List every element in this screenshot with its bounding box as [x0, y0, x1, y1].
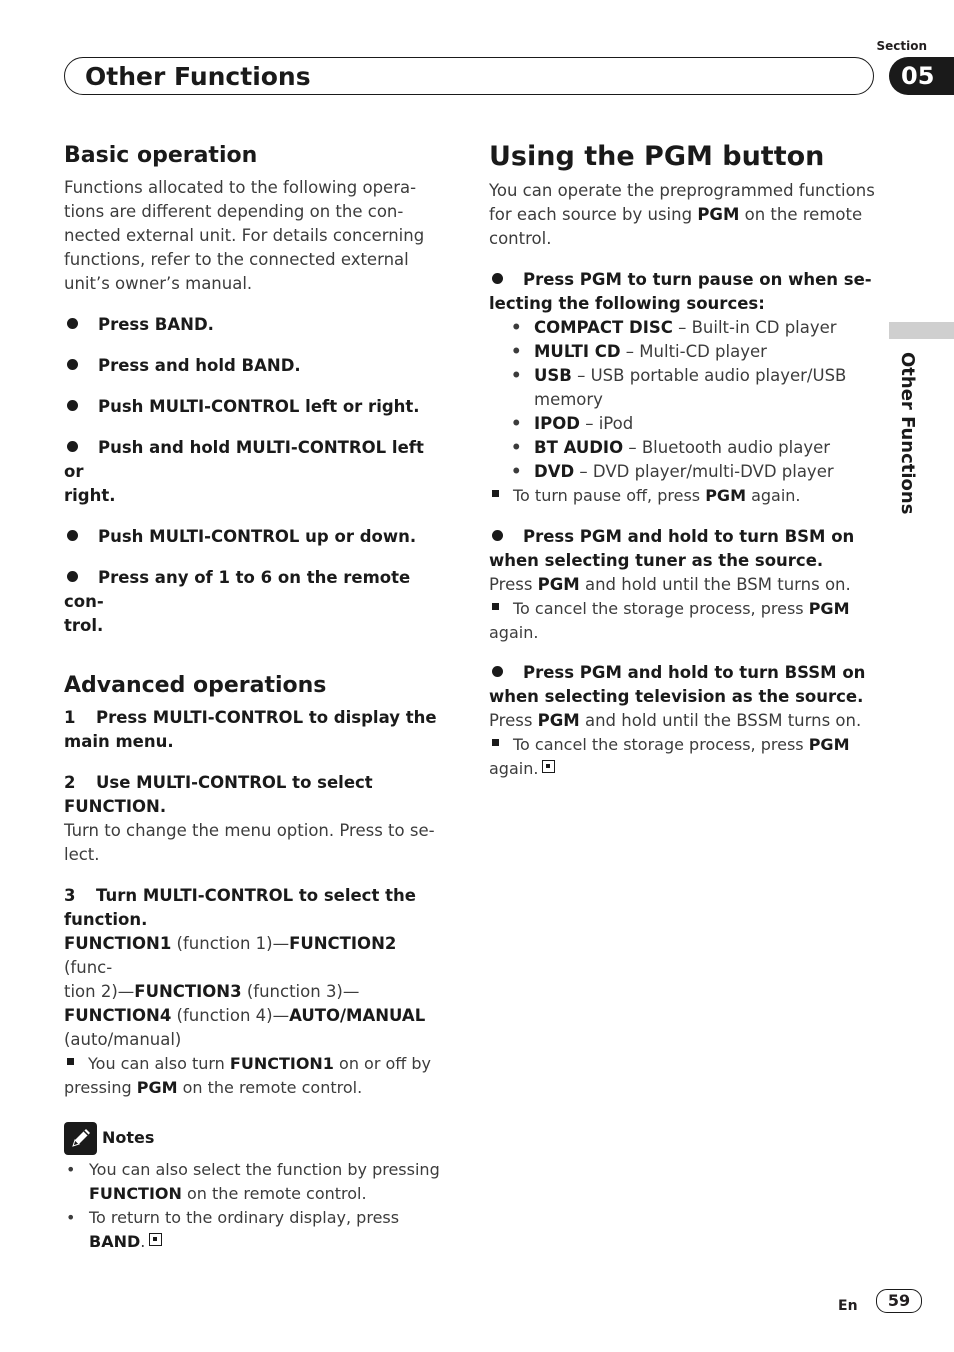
basic-item: Push MULTI-CONTROL up or down.: [64, 525, 449, 549]
note-item: • You can also select the function by pressing FUNCTION on the remote control.: [66, 1160, 440, 1203]
tip-square-icon: [492, 739, 499, 746]
step-3: 3 Turn MULTI-CONTROL to select the: [64, 886, 416, 905]
step-2-body: lect.: [64, 845, 100, 864]
basic-item: Press and hold BAND.: [64, 354, 449, 378]
bullet-dot-icon: [492, 273, 503, 284]
intro-line: nected external unit. For details concerning: [64, 226, 425, 245]
pgm-item-bsm: Press PGM and hold to turn BSM on: [489, 525, 879, 549]
tip-square-icon: [492, 490, 499, 497]
page-title: Other Functions: [85, 62, 311, 91]
intro-line: tions are different depending on the con-: [64, 202, 404, 221]
basic-item: Press BAND.: [64, 313, 449, 337]
basic-item: Push and hold MULTI-CONTROL left or: [64, 438, 424, 481]
notes-list: [64, 1158, 449, 1254]
bssm-tip: To cancel the storage process, press PGM again.: [489, 735, 850, 778]
side-tab-label: Other Functions: [897, 352, 918, 515]
source-item-cont: memory: [534, 390, 603, 409]
source-item: • COMPACT DISC – Built-in CD player: [511, 318, 837, 337]
pencil-notes-icon: [64, 1122, 97, 1155]
function-tip: You can also turn FUNCTION1 on or off by pressing PGM on the remote control.: [64, 1054, 432, 1097]
source-item: • IPOD – iPod: [511, 414, 634, 433]
pgm-item-pause-cont: lecting the following sources:: [489, 294, 765, 313]
notes-title: Notes: [102, 1128, 155, 1147]
step-2: 2 Use MULTI-CONTROL to select: [64, 773, 373, 792]
source-item: • DVD – DVD player/multi-DVD player: [511, 462, 834, 481]
bullet-dot-icon: [492, 530, 503, 541]
pgm-item-bssm-cont: when selecting television as the source.: [489, 687, 864, 706]
function-list: FUNCTION1 (function 1)—FUNCTION2 (func- tion 2)—FUNCTION3 (function 3)— FUNCTION4 (function 4)—AUTO/MANUAL (auto/manual): [64, 934, 426, 1049]
step-2-body: Turn to change the menu option. Press to se-: [64, 821, 435, 840]
intro-line: Functions allocated to the following opera-: [64, 178, 417, 197]
bssm-body: Press PGM and hold until the BSSM turns on.: [489, 711, 862, 730]
pgm-item-bsm-cont: when selecting tuner as the source.: [489, 551, 824, 570]
section-number-badge: 05: [889, 57, 954, 95]
step-3-cont: function.: [64, 910, 148, 929]
note-item: • To return to the ordinary display, press BAND.: [66, 1208, 400, 1251]
bullet-dot-icon: [492, 666, 503, 677]
left-column: [64, 142, 449, 1254]
bullet-dot-icon: [67, 441, 78, 452]
bsm-body: Press PGM and hold until the BSM turns on.: [489, 575, 851, 594]
pause-tip: To turn pause off, press PGM again.: [489, 484, 879, 508]
source-item: • USB – USB portable audio player/USB: [511, 366, 847, 385]
section-label: Section: [876, 39, 927, 53]
bsm-tip: To cancel the storage process, press PGM again.: [489, 599, 850, 642]
step-2-cont: FUNCTION.: [64, 797, 167, 816]
bullet-dot-icon: [67, 359, 78, 370]
basic-item: Press any of 1 to 6 on the remote con-: [64, 568, 411, 611]
bullet-dot-icon: [67, 530, 78, 541]
bullet-dot-icon: [67, 571, 78, 582]
pgm-intro: You can operate the preprogrammed functions for each source by using PGM on the remote control.: [489, 181, 875, 248]
bullet-dot-icon: [67, 318, 78, 329]
basic-intro: [64, 176, 449, 296]
language-label: En: [838, 1298, 858, 1314]
header-bar: [64, 57, 874, 95]
pgm-heading: Using the PGM button: [489, 141, 825, 172]
notes-header: [64, 1122, 449, 1156]
end-mark-icon: [542, 760, 555, 773]
advanced-operations-heading: Advanced operations: [64, 673, 327, 698]
step-1-cont: main menu.: [64, 732, 174, 751]
side-tab-marker: [889, 322, 954, 339]
source-item: • MULTI CD – Multi-CD player: [511, 342, 767, 361]
basic-operation-heading: Basic operation: [64, 143, 258, 168]
pgm-item-bssm: Press PGM and hold to turn BSSM on: [489, 661, 879, 685]
source-list: [489, 316, 879, 484]
tip-square-icon: [67, 1058, 74, 1065]
tip-square-icon: [492, 603, 499, 610]
basic-item: Push MULTI-CONTROL left or right.: [64, 395, 449, 419]
basic-item-cont: right.: [64, 486, 116, 505]
pgm-item-pause: Press PGM to turn pause on when se-: [489, 268, 879, 292]
page-number: 59: [876, 1289, 922, 1313]
right-column: [489, 140, 879, 781]
bullet-dot-icon: [67, 400, 78, 411]
step-1: 1 Press MULTI-CONTROL to display the: [64, 708, 437, 727]
basic-item-cont: trol.: [64, 616, 104, 635]
source-item: • BT AUDIO – Bluetooth audio player: [511, 438, 831, 457]
intro-line: unit’s owner’s manual.: [64, 274, 253, 293]
end-mark-icon: [149, 1233, 162, 1246]
intro-line: functions, refer to the connected external: [64, 250, 409, 269]
